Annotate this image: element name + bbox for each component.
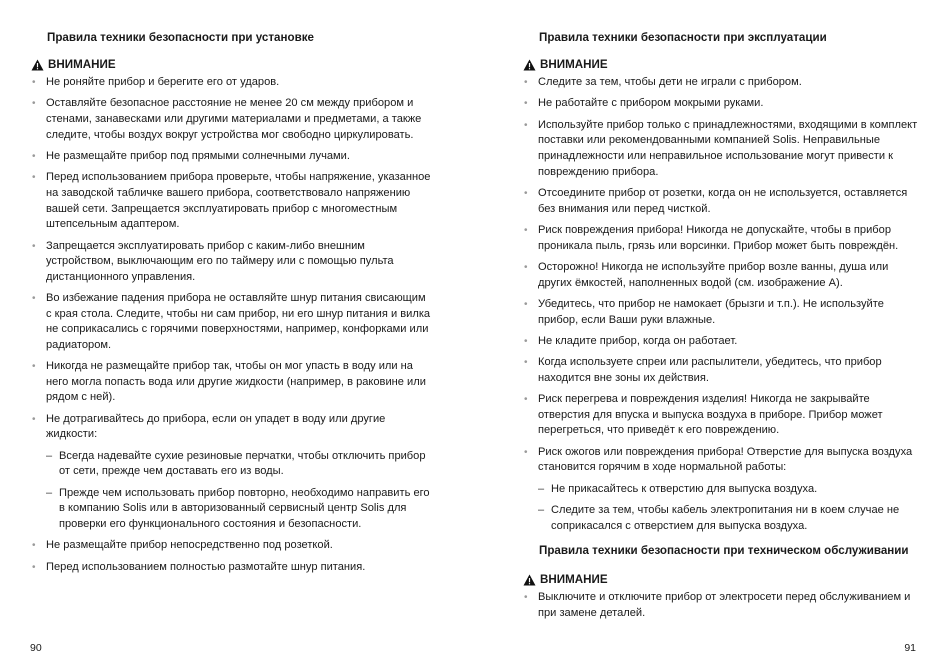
list-item: • Не кладите прибор, когда он работает. (523, 334, 918, 350)
list-item: • Не работайте с прибором мокрыми руками. (523, 96, 918, 112)
sub-list-item: – Не прикасайтесь к отверстию для выпуска воздуха. (523, 482, 918, 498)
list-item: • Не размещайте прибор непосредственно под розеткой. (31, 538, 431, 554)
warning-heading (31, 57, 431, 72)
warning-label: ВНИМАНИЕ (48, 58, 116, 71)
sub-list-item: – Следите за тем, чтобы кабель электропитания ни в коем случае не соприкасался с отверстием для выпуска воздуха. (523, 503, 918, 534)
section-title-operation: Правила техники безопасности при эксплуатации (539, 31, 827, 44)
list-item: • Запрещается эксплуатировать прибор с каким-либо внешним устройством, выключающим его по таймеру или с помощью пульта дистанционного управления. (31, 239, 431, 286)
sub-list-item: – Прежде чем использовать прибор повторно, необходимо направить его в компанию Solis или в авторизованный сервисный центр Solis для проверки его функционального состояния и безопасности. (31, 486, 431, 533)
list-item: • Никогда не размещайте прибор так, чтобы он мог упасть в воду или на него могла попасть вода или другие жидкости (например, в раковине или рядом с ней). (31, 359, 431, 406)
maintenance-rules-list (523, 590, 918, 621)
list-item: • Выключите и отключите прибор от электросети перед обслуживанием и при замене деталей. (523, 590, 918, 621)
warning-icon (523, 59, 536, 71)
warning-icon (31, 59, 44, 71)
list-item: • Убедитесь, что прибор не намокает (брызги и т.п.). Не используйте прибор, если Ваши руки влажные. (523, 297, 918, 328)
list-item: • Оставляйте безопасное расстояние не менее 20 см между прибором и стенами, занавесками или другими материалами и предметами, а также следите, чтобы воздух вокруг устройства мог свободно циркулировать. (31, 96, 431, 143)
list-item: • Перед использованием полностью размотайте шнур питания. (31, 560, 431, 576)
list-item: • Не дотрагивайтесь до прибора, если он упадет в воду или другие жидкости: (31, 412, 431, 443)
page-number: 90 (30, 642, 42, 654)
warning-heading (523, 572, 918, 587)
warning-label: ВНИМАНИЕ (540, 58, 608, 71)
list-item: • Риск ожогов или повреждения прибора! Отверстие для выпуска воздуха становится горячим в ходе нормальной работы: (523, 445, 918, 476)
list-item: • Не роняйте прибор и берегите его от ударов. (31, 75, 431, 91)
installation-rules-list (31, 75, 431, 575)
right-content (523, 31, 918, 627)
list-item: • Осторожно! Никогда не используйте прибор возле ванны, душа или других ёмкостей, наполненных водой (см. изображение А). (523, 260, 918, 291)
page-right (475, 0, 950, 660)
list-item: • Используйте прибор только с принадлежностями, входящими в комплект поставки или рекомендованными компанией Solis. Неправильные принадлежности или неправильное использование могут привести к повреждению прибора. (523, 118, 918, 180)
left-content (31, 31, 431, 581)
list-item: • Следите за тем, чтобы дети не играли с прибором. (523, 75, 918, 91)
operation-rules-list (523, 75, 918, 534)
warning-label: ВНИМАНИЕ (540, 573, 608, 587)
list-item: • Отсоедините прибор от розетки, когда он не используется, оставляется без внимания или перед чисткой. (523, 186, 918, 217)
section-title-maintenance: Правила техники безопасности при техническом обслуживании (539, 544, 909, 558)
list-item: • Риск повреждения прибора! Никогда не допускайте, чтобы в прибор проникала пыль, грязь или ворсинки. Прибор может быть повреждён. (523, 223, 918, 254)
list-item: • Не размещайте прибор под прямыми солнечными лучами. (31, 149, 431, 165)
warning-heading (523, 57, 918, 72)
list-item: • Во избежание падения прибора не оставляйте шнур питания свисающим с края стола. Следите, чтобы ни сам прибор, ни его шнур питания и вилка не соприкасались с горячими поверхностями, например, конфорками или радиатором. (31, 291, 431, 353)
list-item: • Риск перегрева и повреждения изделия! Никогда не закрывайте отверстия для впуска и выпуска воздуха в приборе. Прибор может перегреться, что приведёт к его повреждению. (523, 392, 918, 439)
sub-list-item: – Всегда надевайте сухие резиновые перчатки, чтобы отключить прибор от сети, прежде чем доставать его из воды. (31, 449, 431, 480)
list-item: • Когда используете спреи или распылители, убедитесь, что прибор находится вне зоны их действия. (523, 355, 918, 386)
page-number: 91 (904, 642, 916, 654)
list-item: • Перед использованием прибора проверьте, чтобы напряжение, указанное на заводской табличке вашего прибора, соответствовало напряжению вашей сети. Запрещается эксплуатировать прибор с многоместным штепсельным адаптером. (31, 170, 431, 232)
warning-icon (523, 574, 536, 586)
section-title-installation: Правила техники безопасности при установке (47, 31, 314, 44)
